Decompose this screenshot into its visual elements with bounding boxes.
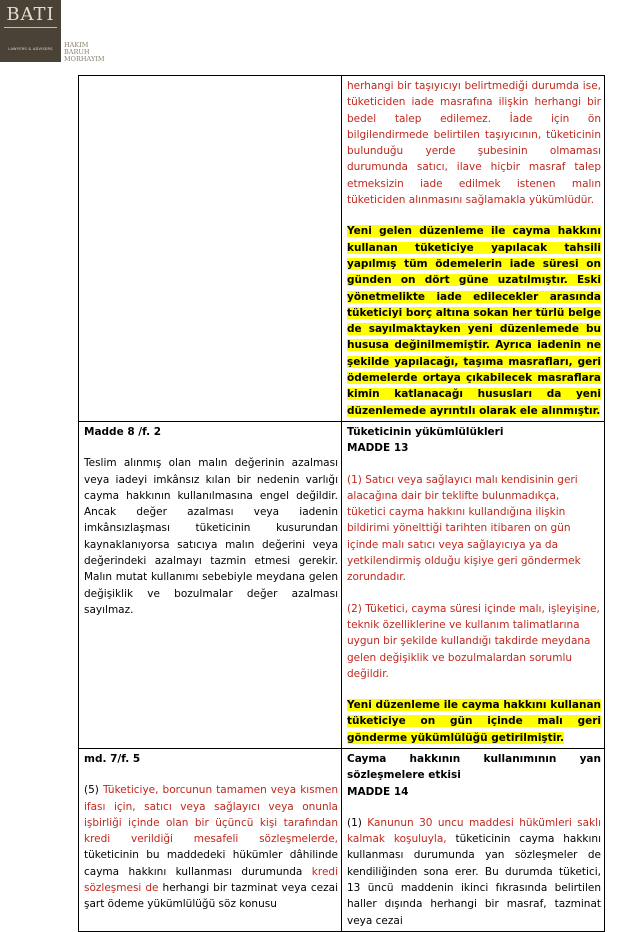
table-row [79,421,605,748]
table-row [79,76,605,422]
new-regulation-cell [342,421,605,748]
paragraph: Teslim alınmış olan malın değerinin azalması veya iadeyi imkânsız kılan bir nedenin varlığı cayma hakkının kullanılmasına engel değildir. Ancak değer azalması veya iadenin imkânsızlaşması tüketicinin kusurundan kaynaklanıyorsa satıcıya malın değerini veya değerindeki azalmayı tazmin etmesi gerekir. Malın mutat kullanımı sebebiyle meydana gelen değişiklik ve bozulmalar değer azalması sayılmaz. [84,457,338,616]
text-segment: (5) [84,784,103,797]
logo-partner-names [64,42,105,63]
table-row [79,748,605,931]
text-segment: (1) [347,816,368,829]
new-regulation-cell [342,748,605,931]
old-regulation-cell [79,76,342,422]
firm-logo [0,0,61,62]
text-segment: Kanunun 30 uncu maddesi hükümleri saklı kalmak koşuluyla, [347,816,601,846]
text-segment: tüketicinin cayma hakkını kullanması durumunda yan sözleşmeler de kendiliğinden sona erer. Bu durumda tüketici, 13 üncü maddenin ikinci fıkrasında belirtilen haller dışında herhangi bir masraf, tazminat veya cezai [347,833,602,927]
comparison-table [78,75,605,932]
logo-name: HAKIM [64,41,89,49]
logo-divider [4,27,57,28]
old-regulation-cell [79,748,342,931]
text-segment: tüketicinin bu maddedeki hükümler dâhilinde cayma hakkını kullanması durumunda [84,849,338,878]
section-heading: Cayma hakkının kullanımının yan sözleşmelere etkisi [347,752,601,782]
logo-subtitle: LAWYERS & ADVISERS [8,47,53,51]
paragraph [347,815,601,929]
text-segment: kredi sözleşmesi de [84,865,338,895]
article-heading: Madde 8 /f. 2 [84,425,162,438]
section-heading: Tüketicinin yükümlülükleri [347,425,504,438]
logo-name: BARUH [64,48,90,56]
text-segment: herhangi bir tazminat veya cezai şart ödeme yükümlülüğü söz konusu [84,882,338,911]
paragraph: (2) Tüketici, cayma süresi içinde malı, işleyişine, teknik özelliklerine ve kullanım talimatlarına uygun bir şekilde kullandığı takdirde meydana gelen değişiklik ve bozulmalardan sorumlu değildir. [347,602,600,680]
article-heading: md. 7/f. 5 [84,752,141,765]
text-segment: Tüketiciye, borcunun tamamen veya kısmen ifası için, satıcı veya sağlayıcı veya onunla işbirliği içinde olan bir üçüncü kişi tarafından kredi verildiği mesafeli sözleşmelerde, [84,784,339,846]
paragraph: (1) Satıcı veya sağlayıcı malı kendisinin geri alacağına dair bir teklifte bulunmadıkça, tüketici cayma hakkını kullandığına ilişkin bildirimi yönelttiği tarihten itibaren on gün içinde malı satıcı veya sağlayıcıya ya da yetkilendirmiş olduğu kişiye geri göndermek zorundadır. [347,473,581,584]
highlighted-commentary: Yeni gelen düzenleme ile cayma hakkını kullanan tüketiciye yapılacak tahsili yapılmış tüm ödemelerin iade süresi on günden on dört güne uzatılmıştır. Eski yönetmelikte iade edilecekler arasında tüketiciyi borç altına sokan her türlü belge de sayılmaktayken yeni düzenlemede bu hususa değinilmemiştir. Ayrıca iadenin ne şekilde yapılacağı, taşıma masrafları, geri ödemelerde ortaya çıkabilecek masraflara kimin katlanacağı hususları da yeni düzenlemede ayrıntılı olarak ele alınmıştır. [347,225,601,417]
new-regulation-cell [342,76,605,422]
paragraph [84,782,338,912]
article-number: MADDE 14 [347,785,409,798]
article-number: MADDE 13 [347,442,409,455]
highlighted-commentary: Yeni düzenleme ile cayma hakkını kullanan tüketiciye on gün içinde malı geri gönderme yükümlülüğü getirilmiştir. [347,699,601,744]
old-regulation-cell [79,421,342,748]
paragraph: herhangi bir taşıyıcıyı belirtmediği durumda ise, tüketiciden iade masrafına ilişkin herhangi bir bedel talep edilemez. İade için ön bilgilendirmede belirtilen taşıyıcının, tüketicinin bulunduğu yerde şubesinin olmaması durumunda satıcı, ilave hiçbir masraf talep etmeksizin iade edilmek istenen malın tüketiciden alınmasını sağlamakla yükümlüdür. [347,80,601,207]
logo-name: MORHAYIM [64,55,105,63]
logo-title: BATI [6,4,55,25]
